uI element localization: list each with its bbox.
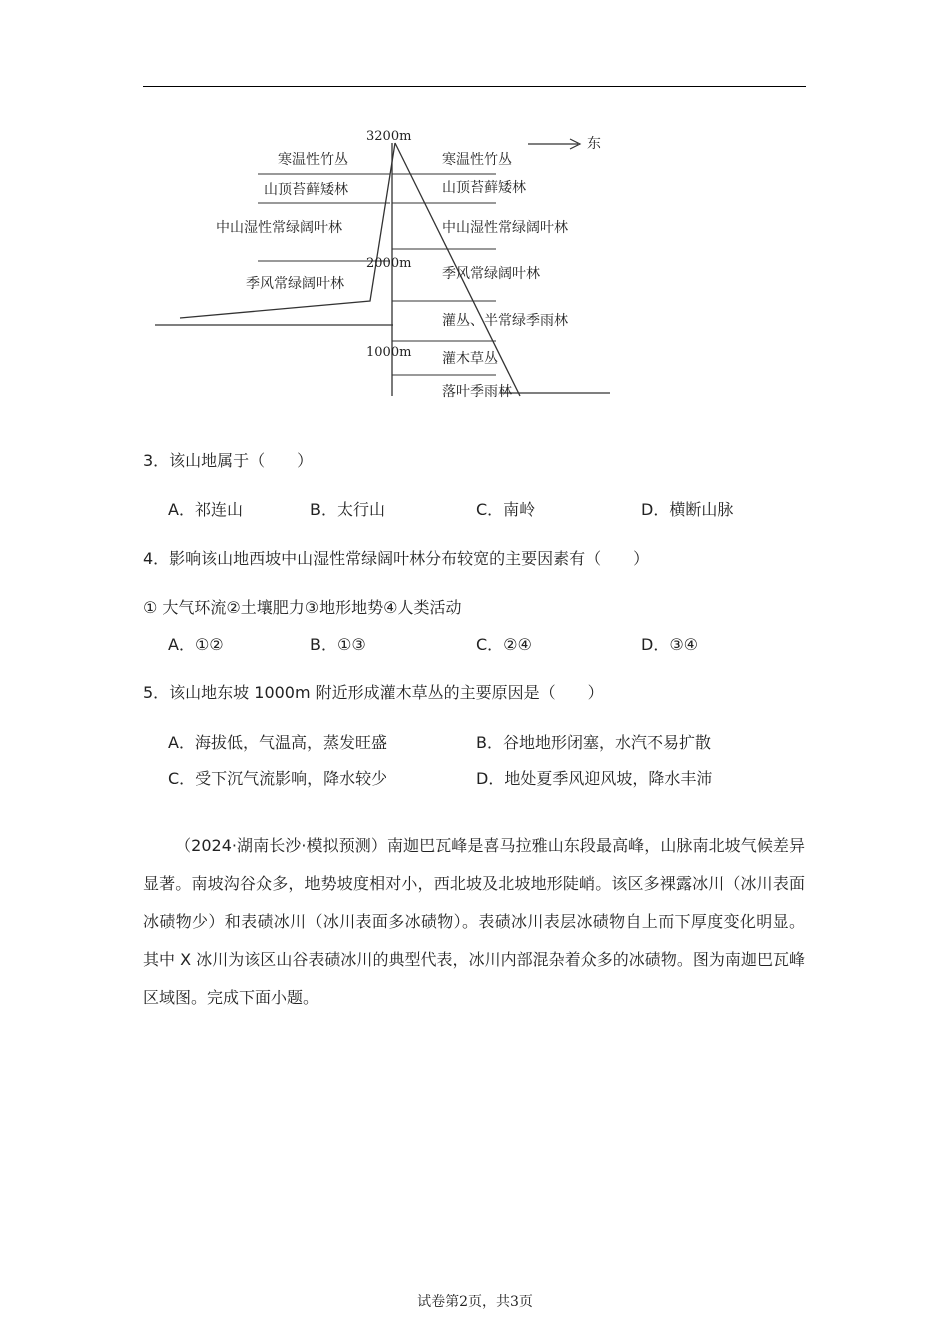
q5-option-d[interactable]: D．地处夏季风迎风坡，降水丰沛: [476, 769, 713, 788]
page-footer: 试卷第2页，共3页: [417, 1294, 533, 1310]
q4-option-b[interactable]: B．①③: [310, 635, 366, 654]
altitude-mid: 2000m: [366, 256, 412, 271]
q5-option-c[interactable]: C．受下沉气流影响，降水较少: [168, 769, 388, 788]
header-rule: [143, 86, 806, 87]
altitude-top: 3200m: [366, 129, 412, 144]
west-zone-label: 季风常绿阔叶林: [246, 276, 344, 292]
q5-option-a[interactable]: A．海拔低，气温高，蒸发旺盛: [168, 733, 387, 752]
reading-passage: [143, 827, 805, 1017]
question-5-stem: 5．该山地东坡 1000m 附近形成灌木草丛的主要原因是（ ）: [143, 683, 604, 702]
east-zone-label: 落叶季雨林: [442, 384, 512, 400]
q3-option-c[interactable]: C．南岭: [476, 500, 536, 519]
question-4-stem: 4．影响该山地西坡中山湿性常绿阔叶林分布较宽的主要因素有（ ）: [143, 549, 650, 568]
west-zone-label: 中山湿性常绿阔叶林: [216, 220, 342, 236]
east-zone-label: 季风常绿阔叶林: [442, 266, 540, 282]
east-zone-label: 灌木草丛: [442, 351, 498, 367]
q4-option-d[interactable]: D．③④: [641, 635, 699, 654]
east-zone-label: 灌丛、半常绿季雨林: [442, 313, 568, 329]
q5-option-b[interactable]: B．谷地地形闭塞，水汽不易扩散: [476, 733, 711, 752]
passage-text: （2024·湖南长沙·模拟预测）南迦巴瓦峰是喜马拉雅山东段最高峰，山脉南北坡气候差异显著。南坡沟谷众多，地势坡度相对小，西北坡及北坡地形陡峭。该区多裸露冰川（冰川表面冰碛物少）和表碛冰川（冰川表面多冰碛物）。表碛冰川表层冰碛物自上而下厚度变化明显。其中 X 冰川为该区山谷表碛冰川的典型代表，冰川内部混杂着众多的冰碛物。图为南迦巴瓦峰区域图。完成下面小题。: [143, 836, 805, 1007]
east-zone-label: 寒温性竹丛: [442, 152, 512, 168]
west-zone-label: 山顶苔藓矮林: [264, 182, 348, 198]
q3-option-b[interactable]: B．太行山: [310, 500, 385, 519]
question-4-factors: ① 大气环流②土壤肥力③地形地势④人类活动: [143, 598, 462, 617]
east-zone-label: 中山湿性常绿阔叶林: [442, 220, 568, 236]
question-3-stem: 3．该山地属于（ ）: [143, 451, 314, 470]
q3-option-a[interactable]: A．祁连山: [168, 500, 243, 519]
altitude-low: 1000m: [366, 345, 412, 360]
mountain-profile-diagram: [140, 118, 640, 408]
east-zone-label: 山顶苔藓矮林: [442, 180, 526, 196]
q4-option-c[interactable]: C．②④: [476, 635, 532, 654]
west-zone-label: 寒温性竹丛: [278, 152, 348, 168]
q3-option-d[interactable]: D．横断山脉: [641, 500, 734, 519]
q4-option-a[interactable]: A．①②: [168, 635, 224, 654]
direction-label: 东: [587, 136, 601, 152]
